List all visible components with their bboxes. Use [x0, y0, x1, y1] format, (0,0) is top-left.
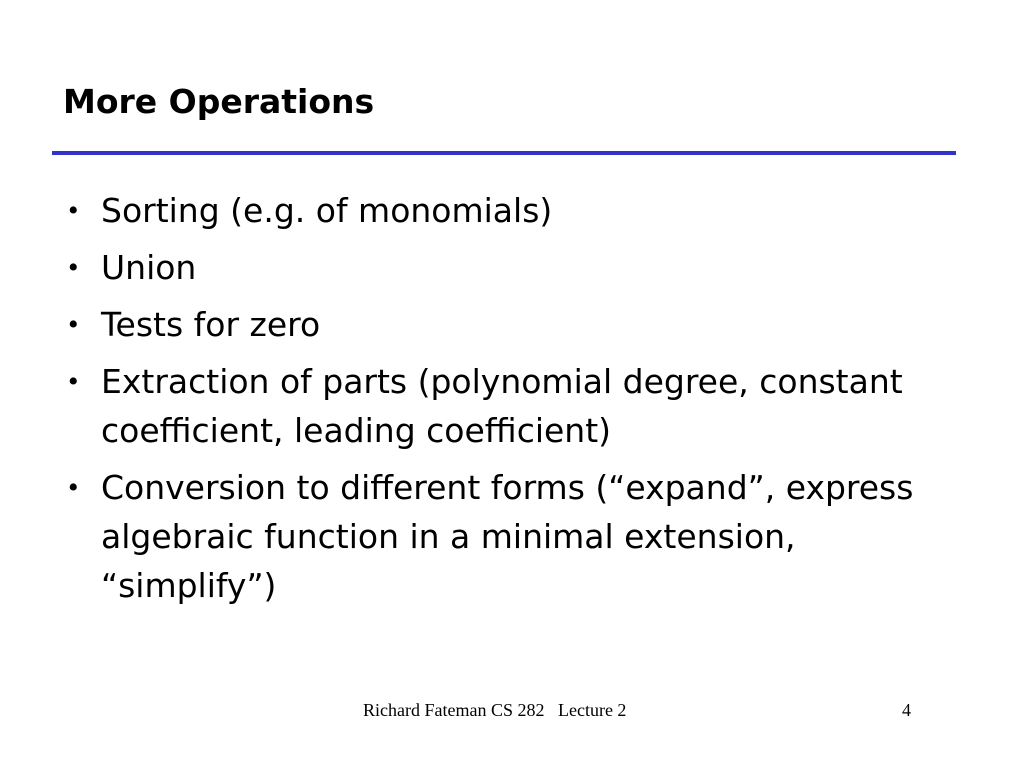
slide-title: More Operations — [63, 82, 375, 121]
bullet-text: Union — [101, 248, 197, 287]
slide-footer: Richard Fateman CS 282 Lecture 2 — [363, 700, 627, 720]
bullet-text: Conversion to different forms (“expand”, express algebraic function in a minimal extension, “simplify”) — [101, 468, 914, 605]
bullet-item — [60, 463, 960, 610]
bullet-icon: • — [68, 365, 79, 398]
bullet-item — [60, 300, 960, 349]
bullet-icon: • — [68, 251, 79, 284]
bullet-text: Sorting (e.g. of monomials) — [101, 191, 553, 230]
title-divider — [52, 151, 956, 155]
bullet-list — [60, 186, 960, 618]
page-number: 4 — [902, 700, 911, 720]
bullet-text: Extraction of parts (polynomial degree, constant coefficient, leading coefficient) — [101, 362, 903, 450]
bullet-icon: • — [68, 471, 79, 504]
bullet-item — [60, 186, 960, 235]
bullet-item — [60, 243, 960, 292]
bullet-text: Tests for zero — [101, 305, 321, 344]
bullet-icon: • — [68, 308, 79, 341]
bullet-item — [60, 357, 960, 455]
bullet-icon: • — [68, 194, 79, 227]
